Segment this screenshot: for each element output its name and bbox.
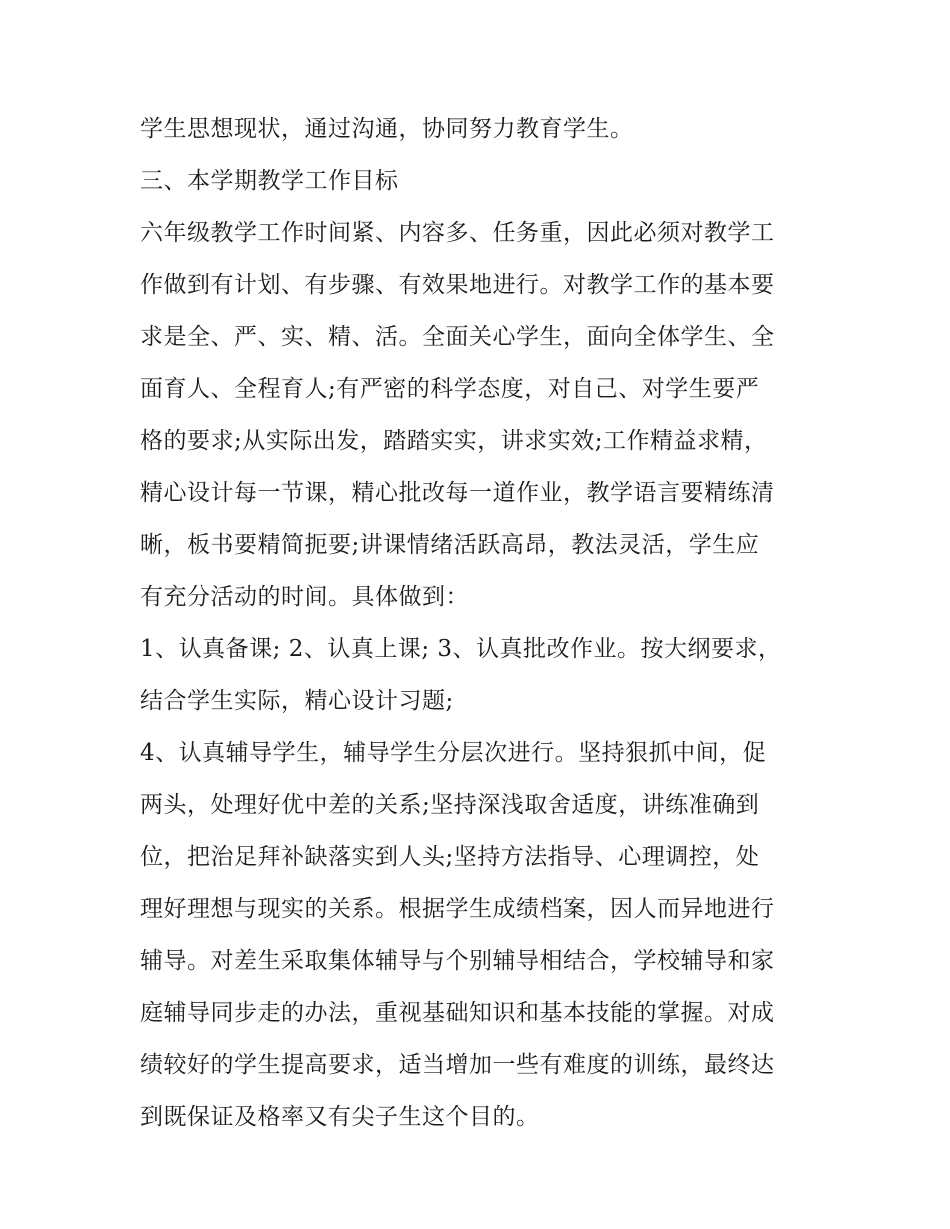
section-heading: 三、本学期教学工作目标 (140, 168, 399, 194)
list-item-line: 辅导。对差生采取集体辅导与个别辅导相结合，学校辅导和家 (140, 948, 775, 974)
list-item-line: 到既保证及格率又有尖子生这个目的。 (140, 1104, 540, 1130)
paragraph-line: 六年级教学工作时间紧、内容多、任务重，因此必须对教学工 (140, 220, 775, 246)
list-item-line: 4、认真辅导学生，辅导学生分层次进行。坚持狠抓中间，促 (140, 740, 767, 766)
paragraph-line: 有充分活动的时间。具体做到： (140, 584, 469, 610)
list-item-line: 两头，处理好优中差的关系;坚持深浅取舍适度，讲练准确到 (140, 792, 760, 818)
paragraph-line: 面育人、全程育人;有严密的科学态度，对自己、对学生要严 (140, 376, 760, 402)
list-item-line: 理好理想与现实的关系。根据学生成绩档案，因人而异地进行 (140, 896, 775, 922)
paragraph-line: 精心设计每一节课，精心批改每一道作业，教学语言要精练清 (140, 480, 775, 506)
list-item-line: 位，把治足拜补缺落实到人头;坚持方法指导、心理调控，处 (140, 844, 760, 870)
paragraph-line: 晰，板书要精简扼要;讲课情绪活跃高昂，教法灵活，学生应 (140, 532, 760, 558)
list-item-line: 结合学生实际，精心设计习题; (140, 688, 454, 714)
list-item-line: 庭辅导同步走的办法，重视基础知识和基本技能的掌握。对成 (140, 1000, 775, 1026)
paragraph-line: 格的要求;从实际出发，踏踏实实，讲求实效;工作精益求精， (140, 428, 768, 454)
list-item-line: 1、认真备课; 2、认真上课; 3、认真批改作业。按大纲要求， (140, 636, 782, 662)
document-body (140, 106, 820, 1146)
paragraph-line: 作做到有计划、有步骤、有效果地进行。对教学工作的基本要 (140, 272, 775, 298)
paragraph-line: 求是全、严、实、精、活。全面关心学生，面向全体学生、全 (140, 324, 775, 350)
paragraph-line: 学生思想现状，通过沟通，协同努力教育学生。 (140, 116, 634, 142)
list-item-line: 绩较好的学生提高要求，适当增加一些有难度的训练，最终达 (140, 1052, 775, 1078)
